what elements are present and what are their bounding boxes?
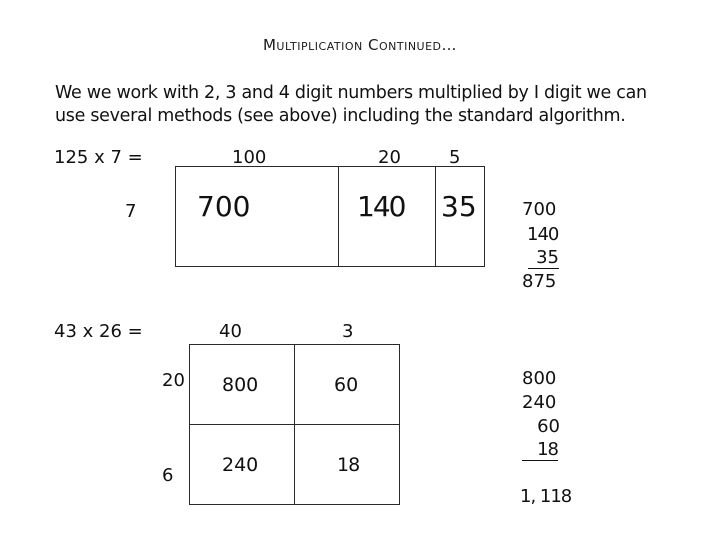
example-1-equation: 125 x 7 = — [54, 147, 143, 168]
example-1-col-header-100: 100 — [232, 147, 267, 168]
example-1-sum-700: 700 — [522, 199, 557, 220]
example-2-cell-800: 800 — [222, 374, 259, 396]
example-1-total: 875 — [522, 271, 557, 292]
example-1-cell-700: 700 — [197, 190, 251, 223]
example-1-sum-35: 35 — [528, 248, 559, 269]
page-title: Multiplication Continued… — [262, 36, 458, 54]
example-2-cell-60: 60 — [334, 374, 359, 396]
example-2-total: 1, 118 — [520, 486, 572, 507]
example-1-cell-140: 140 — [357, 190, 405, 223]
example-2-equation: 43 x 26 = — [54, 321, 143, 342]
example-1-row-header-7: 7 — [125, 201, 137, 222]
example-2-sum-800: 800 — [522, 368, 557, 389]
intro-line-2: use several methods (see above) including the standard algorithm. — [55, 106, 626, 126]
example-2-col-header-3: 3 — [342, 321, 354, 342]
example-2-sum-60: 60 — [537, 416, 560, 437]
example-2-sum-240: 240 — [522, 392, 557, 413]
intro-paragraph — [55, 82, 685, 128]
intro-line-1: We we work with 2, 3 and 4 digit numbers multiplied by I digit we can — [55, 83, 647, 103]
example-2-cell-18: 18 — [337, 454, 360, 476]
example-1-col-header-20: 20 — [378, 147, 401, 168]
example-2-horizontal-divider — [189, 424, 400, 425]
example-2-cell-240: 240 — [222, 454, 259, 476]
example-1-divider-1 — [338, 166, 339, 267]
example-2-sum-18: 18 — [522, 440, 558, 461]
example-1-cell-35: 35 — [441, 190, 477, 223]
example-2-row-header-6: 6 — [162, 465, 174, 486]
example-1-divider-2 — [435, 166, 436, 267]
example-2-row-header-20: 20 — [162, 370, 185, 391]
example-1-col-header-5: 5 — [449, 147, 461, 168]
example-1-sum-140: 140 — [527, 224, 559, 245]
example-2-col-header-40: 40 — [219, 321, 242, 342]
